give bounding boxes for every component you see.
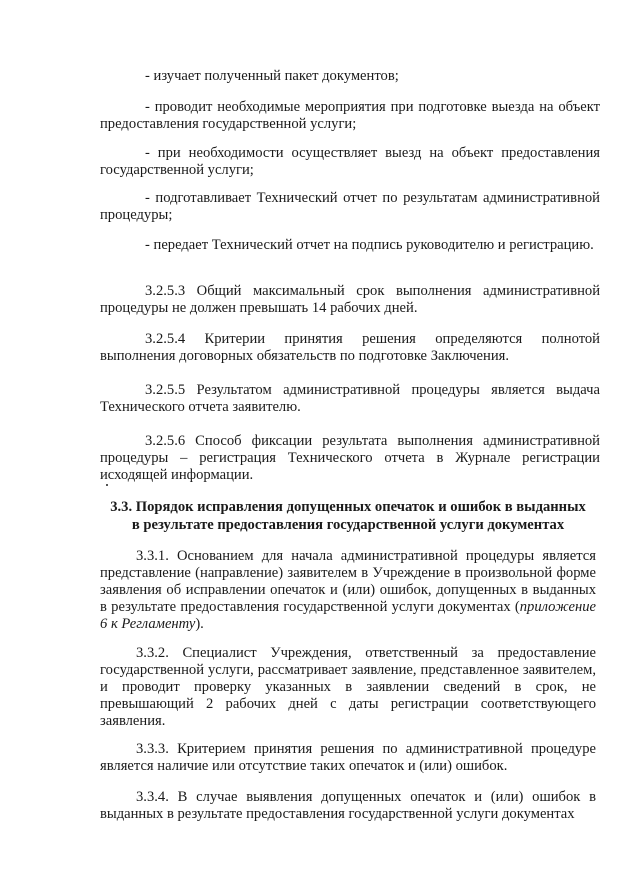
paragraph-3-2-5-3: 3.2.5.3 Общий максимальный срок выполнения административной процедуры не должен превышать 14 рабочих дней. — [100, 283, 600, 316]
section-heading-3-3 — [100, 498, 596, 534]
appendix-reference: приложение 6 к Регламенту — [100, 599, 596, 632]
list-item: - передает Технический отчет на подпись руководителю и регистрацию. — [145, 237, 594, 253]
paragraph-3-3-2: 3.3.2. Специалист Учреждения, ответственный за предоставление государственной услуги, рассматривает заявление, представленное заявителем, и проводит проверку указанных в заявлении сведений в срок, не превышающий 2 рабочих дней с даты регистрации соответствующего заявления. — [100, 645, 596, 729]
paragraph-3-2-5-5: 3.2.5.5 Результатом административной процедуры является выдача Технического отчета заявителю. — [100, 382, 600, 415]
paragraph-3-2-5-6: 3.2.5.6 Способ фиксации результата выполнения административной процедуры – регистрация Технического отчета в Журнале регистрации исходящей информации. — [100, 433, 600, 483]
paragraph-3-2-5-4: 3.2.5.4 Критерии принятия решения определяются полнотой выполнения договорных обязательств по подготовке Заключения. — [100, 331, 600, 364]
paragraph-3-3-1 — [100, 548, 596, 633]
stray-mark — [106, 484, 108, 486]
list-item: - при необходимости осуществляет выезд на объект предоставления государственной услуги; — [100, 145, 600, 178]
list-item: - изучает полученный пакет документов; — [145, 68, 399, 84]
section-heading-line: в результате предоставления государственной услуги документах — [131, 517, 565, 533]
paragraph-3-3-3: 3.3.3. Критерием принятия решения по административной процедуре является наличие или отсутствие таких опечаток и (или) ошибок. — [100, 741, 596, 774]
section-heading-line: 3.3. Порядок исправления допущенных опечаток и ошибок в выданных — [110, 499, 586, 515]
paragraph-3-3-4: 3.3.4. В случае выявления допущенных опечаток и (или) ошибок в выданных в результате предоставления государственной услуги документах — [100, 789, 596, 822]
paragraph-text-tail: ). — [195, 616, 204, 632]
list-item: - проводит необходимые мероприятия при подготовке выезда на объект предоставления государственной услуги; — [100, 99, 600, 132]
list-item: - подготавливает Технический отчет по результатам административной процедуры; — [100, 190, 600, 223]
paragraph-text: 3.3.1. Основанием для начала административной процедуры является представление (направление) заявителем в Учреждение в произвольной форме заявления об исправлении опечаток и (или) ошибок, допущенных в выданных в результате предоставления государственной услуги документах ( — [100, 548, 596, 615]
